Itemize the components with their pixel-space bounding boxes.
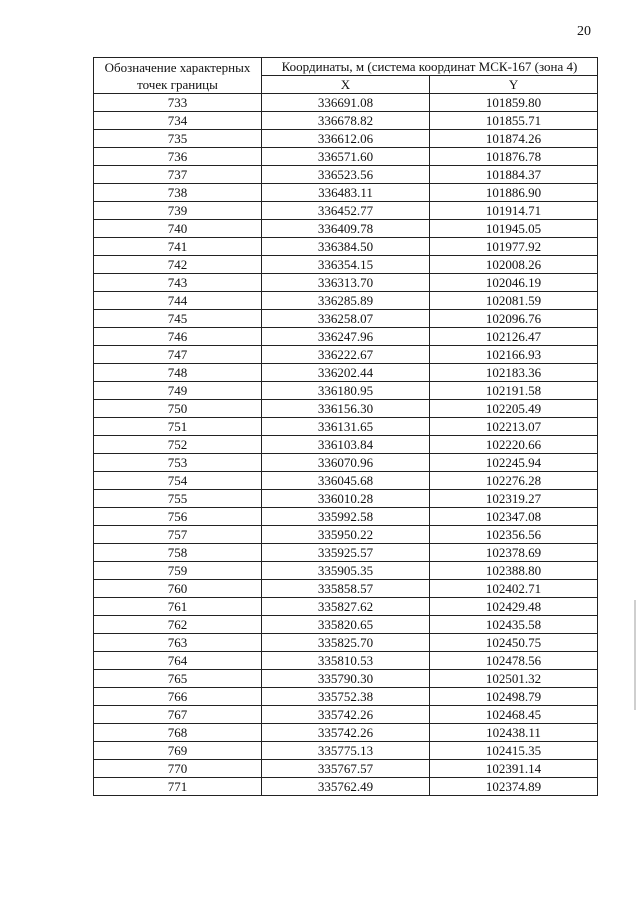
table-row: [94, 202, 598, 220]
point-id-cell: 754: [94, 472, 262, 490]
point-id-cell: 767: [94, 706, 262, 724]
point-id-cell: 747: [94, 346, 262, 364]
table-row: [94, 490, 598, 508]
table-row: [94, 508, 598, 526]
y-cell: 102319.27: [430, 490, 598, 508]
x-cell: 336180.95: [262, 382, 430, 400]
x-cell: 335790.30: [262, 670, 430, 688]
point-id-cell: 742: [94, 256, 262, 274]
table-row: [94, 562, 598, 580]
point-id-cell: 744: [94, 292, 262, 310]
x-cell: 336354.15: [262, 256, 430, 274]
y-cell: 101855.71: [430, 112, 598, 130]
point-id-cell: 756: [94, 508, 262, 526]
table-row: [94, 238, 598, 256]
x-cell: 336612.06: [262, 130, 430, 148]
y-cell: 102008.26: [430, 256, 598, 274]
x-cell: 336131.65: [262, 418, 430, 436]
point-id-cell: 743: [94, 274, 262, 292]
y-cell: 102046.19: [430, 274, 598, 292]
point-id-cell: 768: [94, 724, 262, 742]
x-cell: 335925.57: [262, 544, 430, 562]
point-id-cell: 764: [94, 652, 262, 670]
y-cell: 102501.32: [430, 670, 598, 688]
table-row: [94, 598, 598, 616]
point-id-cell: 755: [94, 490, 262, 508]
x-cell: 335742.26: [262, 724, 430, 742]
x-cell: 335775.13: [262, 742, 430, 760]
table-row: [94, 760, 598, 778]
point-id-cell: 766: [94, 688, 262, 706]
x-cell: 335752.38: [262, 688, 430, 706]
y-cell: 101859.80: [430, 94, 598, 112]
point-id-cell: 738: [94, 184, 262, 202]
point-id-cell: 748: [94, 364, 262, 382]
header-y: Y: [430, 76, 598, 94]
point-id-cell: 746: [94, 328, 262, 346]
point-id-cell: 750: [94, 400, 262, 418]
point-id-cell: 769: [94, 742, 262, 760]
x-cell: 336313.70: [262, 274, 430, 292]
y-cell: 102435.58: [430, 616, 598, 634]
y-cell: 102468.45: [430, 706, 598, 724]
table-row: [94, 382, 598, 400]
y-cell: 101874.26: [430, 130, 598, 148]
y-cell: 102356.56: [430, 526, 598, 544]
y-cell: 101914.71: [430, 202, 598, 220]
x-cell: 335827.62: [262, 598, 430, 616]
point-id-cell: 733: [94, 94, 262, 112]
y-cell: 102378.69: [430, 544, 598, 562]
table-row: [94, 184, 598, 202]
y-cell: 102415.35: [430, 742, 598, 760]
x-cell: 336452.77: [262, 202, 430, 220]
x-cell: 336258.07: [262, 310, 430, 328]
y-cell: 102388.80: [430, 562, 598, 580]
y-cell: 101884.37: [430, 166, 598, 184]
y-cell: 102429.48: [430, 598, 598, 616]
scan-edge-mark: [634, 600, 636, 710]
point-id-cell: 740: [94, 220, 262, 238]
y-cell: 102498.79: [430, 688, 598, 706]
x-cell: 335820.65: [262, 616, 430, 634]
table-row: [94, 148, 598, 166]
y-cell: 102245.94: [430, 454, 598, 472]
y-cell: 102205.49: [430, 400, 598, 418]
point-id-cell: 762: [94, 616, 262, 634]
table-row: [94, 544, 598, 562]
y-cell: 101977.92: [430, 238, 598, 256]
point-id-cell: 763: [94, 634, 262, 652]
table-row: [94, 220, 598, 238]
point-id-cell: 770: [94, 760, 262, 778]
table-row: [94, 130, 598, 148]
table-body: [94, 94, 598, 796]
table-row: [94, 400, 598, 418]
y-cell: 102183.36: [430, 364, 598, 382]
coordinates-table: [93, 57, 598, 796]
table-row: [94, 94, 598, 112]
table-row: [94, 418, 598, 436]
table-row: [94, 256, 598, 274]
point-id-cell: 761: [94, 598, 262, 616]
table-row: [94, 454, 598, 472]
x-cell: 336409.78: [262, 220, 430, 238]
table-row: [94, 364, 598, 382]
point-id-cell: 737: [94, 166, 262, 184]
point-id-cell: 759: [94, 562, 262, 580]
x-cell: 336285.89: [262, 292, 430, 310]
page-number: 20: [577, 24, 591, 39]
y-cell: 102402.71: [430, 580, 598, 598]
y-cell: 102096.76: [430, 310, 598, 328]
table-row: [94, 634, 598, 652]
x-cell: 336222.67: [262, 346, 430, 364]
table-row: [94, 328, 598, 346]
table-row: [94, 310, 598, 328]
y-cell: 102450.75: [430, 634, 598, 652]
x-cell: 335825.70: [262, 634, 430, 652]
table-row: [94, 112, 598, 130]
x-cell: 336691.08: [262, 94, 430, 112]
y-cell: 102166.93: [430, 346, 598, 364]
table-row: [94, 166, 598, 184]
point-id-cell: 734: [94, 112, 262, 130]
y-cell: 102391.14: [430, 760, 598, 778]
y-cell: 101876.78: [430, 148, 598, 166]
table-row: [94, 436, 598, 454]
point-id-cell: 771: [94, 778, 262, 796]
x-cell: 336384.50: [262, 238, 430, 256]
table-row: [94, 688, 598, 706]
header-point-designation: Обозначение характерных точек границы: [94, 58, 262, 94]
y-cell: 102213.07: [430, 418, 598, 436]
point-id-cell: 749: [94, 382, 262, 400]
point-id-cell: 765: [94, 670, 262, 688]
x-cell: 336070.96: [262, 454, 430, 472]
x-cell: 335767.57: [262, 760, 430, 778]
point-id-cell: 753: [94, 454, 262, 472]
table-row: [94, 346, 598, 364]
y-cell: 102220.66: [430, 436, 598, 454]
x-cell: 335950.22: [262, 526, 430, 544]
point-id-cell: 735: [94, 130, 262, 148]
point-id-cell: 760: [94, 580, 262, 598]
point-id-cell: 741: [94, 238, 262, 256]
table-row: [94, 670, 598, 688]
y-cell: 102126.47: [430, 328, 598, 346]
header-x: X: [262, 76, 430, 94]
x-cell: 335905.35: [262, 562, 430, 580]
x-cell: 336045.68: [262, 472, 430, 490]
header-coordinates: Координаты, м (система координат МСК-167 (зона 4): [262, 58, 598, 76]
table-row: [94, 580, 598, 598]
x-cell: 336247.96: [262, 328, 430, 346]
x-cell: 335810.53: [262, 652, 430, 670]
y-cell: 101886.90: [430, 184, 598, 202]
y-cell: 102347.08: [430, 508, 598, 526]
y-cell: 102191.58: [430, 382, 598, 400]
table-row: [94, 274, 598, 292]
point-id-cell: 752: [94, 436, 262, 454]
x-cell: 336678.82: [262, 112, 430, 130]
x-cell: 336571.60: [262, 148, 430, 166]
table-row: [94, 472, 598, 490]
x-cell: 336103.84: [262, 436, 430, 454]
point-id-cell: 751: [94, 418, 262, 436]
y-cell: 101945.05: [430, 220, 598, 238]
table-row: [94, 778, 598, 796]
table-row: [94, 652, 598, 670]
x-cell: 335742.26: [262, 706, 430, 724]
x-cell: 335858.57: [262, 580, 430, 598]
x-cell: 335992.58: [262, 508, 430, 526]
table-row: [94, 724, 598, 742]
y-cell: 102374.89: [430, 778, 598, 796]
x-cell: 336156.30: [262, 400, 430, 418]
y-cell: 102438.11: [430, 724, 598, 742]
y-cell: 102276.28: [430, 472, 598, 490]
y-cell: 102478.56: [430, 652, 598, 670]
table-row: [94, 742, 598, 760]
point-id-cell: 758: [94, 544, 262, 562]
point-id-cell: 757: [94, 526, 262, 544]
table-row: [94, 706, 598, 724]
y-cell: 102081.59: [430, 292, 598, 310]
x-cell: 336483.11: [262, 184, 430, 202]
x-cell: 335762.49: [262, 778, 430, 796]
point-id-cell: 745: [94, 310, 262, 328]
x-cell: 336202.44: [262, 364, 430, 382]
x-cell: 336010.28: [262, 490, 430, 508]
table-row: [94, 292, 598, 310]
point-id-cell: 736: [94, 148, 262, 166]
x-cell: 336523.56: [262, 166, 430, 184]
point-id-cell: 739: [94, 202, 262, 220]
table-row: [94, 616, 598, 634]
table-row: [94, 526, 598, 544]
